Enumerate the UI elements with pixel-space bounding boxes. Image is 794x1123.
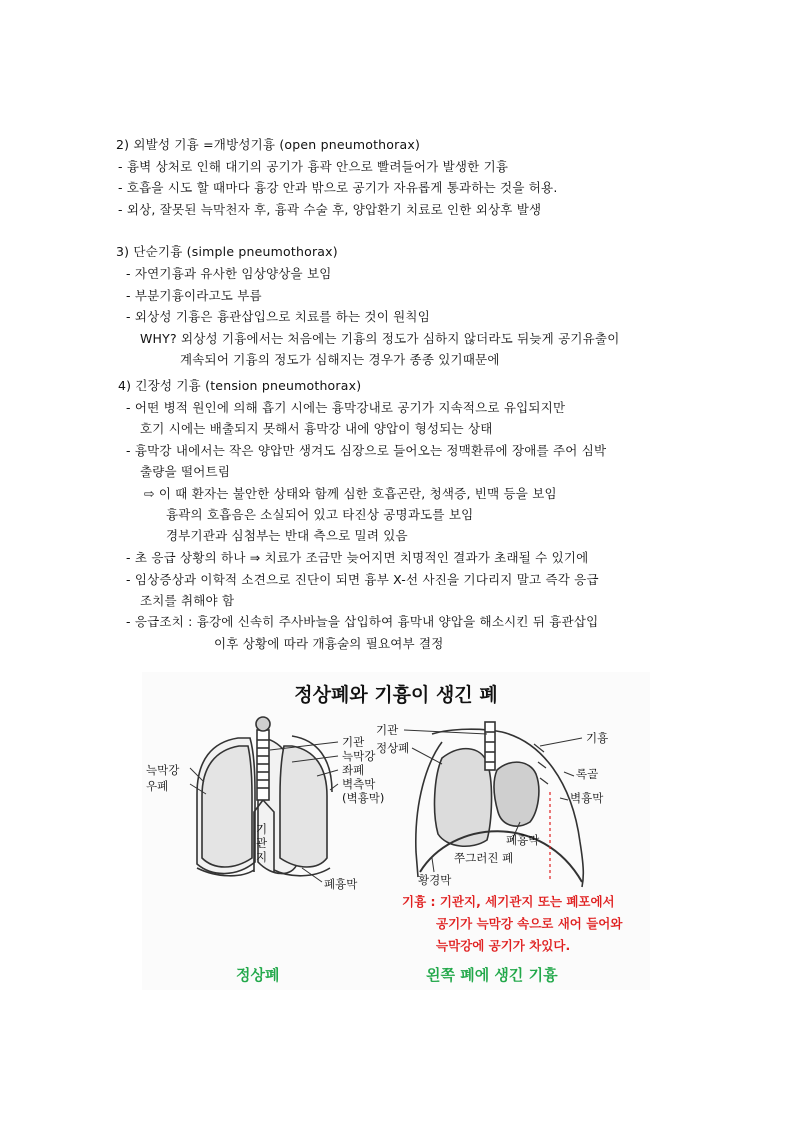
label-trachea-right: 기관 — [376, 723, 399, 737]
section-3-title: 3) 단순기흉 (simple pneumothorax) — [116, 244, 338, 259]
label-parietal-pleura-paren: (벽흉막) — [342, 791, 385, 805]
section-4-line-5: ⇨ 이 때 환자는 불안한 상태와 함께 심한 호흡곤란, 청색증, 빈맥 등을 보임 — [144, 486, 557, 501]
section-3-line-2: - 부분기흉이라고도 부름 — [126, 288, 262, 303]
section-2-line-3: - 외상, 잘못된 늑막천자 후, 흉곽 수술 후, 양압환기 치료로 인한 외상후 발생 — [118, 202, 542, 217]
caption-red-line-1: 기흉 : 기관지, 세기관지 또는 폐포에서 — [402, 894, 615, 909]
label-trachea-left: 기관 — [342, 735, 365, 749]
section-4-line-11: - 응급조치 : 흉강에 신속히 주사바늘을 삽입하여 흉막내 양압을 해소시킨 뒤 흉관삽입 — [126, 614, 599, 629]
label-normal-lung: 정상폐 — [376, 741, 410, 755]
section-3-line-3: - 외상성 기흉은 흉관삽입으로 치료를 하는 것이 원칙임 — [126, 309, 430, 324]
label-collapsed-lung: 쭈그러진 폐 — [454, 851, 514, 865]
label-pleural-cavity: 늑막강 — [146, 763, 180, 777]
lung-figure — [142, 672, 650, 990]
section-4-title: 4) 긴장성 기흉 (tension pneumothorax) — [118, 378, 362, 393]
section-4-line-2: 호기 시에는 배출되지 못해서 흉막강 내에 양압이 형성되는 상태 — [140, 421, 493, 436]
section-2-title: 2) 외발성 기흉 =개방성기흉 (open pneumothorax) — [116, 137, 421, 152]
section-4-line-4: 출량을 떨어트림 — [140, 464, 231, 479]
caption-normal-lung: 정상폐 — [236, 966, 280, 984]
label-rib: 록골 — [576, 767, 599, 781]
section-4-line-3: - 흉막강 내에서는 작은 양압만 생겨도 심장으로 들어오는 정맥환류에 장애를 주어 심박 — [126, 443, 607, 458]
section-4-line-10: 조치를 취해야 함 — [140, 593, 235, 608]
label-bronchus: 기관지 — [256, 822, 268, 864]
label-visceral-pleura: 늑막강 — [342, 749, 376, 763]
section-4-line-12: 이후 상황에 따라 개흉술의 필요여부 결정 — [214, 636, 444, 651]
section-3-line-4: WHY? 외상성 기흉에서는 처음에는 기흉의 정도가 심하지 않더라도 뒤늦게 공기유출이 — [140, 331, 620, 346]
section-2-line-2: - 호흡을 시도 할 때마다 흉강 안과 밖으로 공기가 자유롭게 통과하는 것을 허용. — [118, 180, 558, 195]
label-left-lung: 좌폐 — [342, 763, 365, 777]
label-pneumothorax: 기흉 — [586, 731, 609, 745]
section-4-line-9: - 임상증상과 이학적 소견으로 진단이 되면 흉부 X-선 사진을 기다리지 말고 즉각 응급 — [126, 572, 599, 587]
label-pulmonary-pleura-left: 폐흉막 — [324, 877, 358, 891]
section-4-line-1: - 어떤 병적 원인에 의해 흡기 시에는 흉막강내로 공기가 지속적으로 유입되지만 — [126, 400, 566, 415]
label-pulmonary-pleura-right: 폐흉막 — [506, 833, 540, 847]
section-4-line-6: 흉곽의 호흡음은 소실되어 있고 타진상 공명과도를 보임 — [166, 507, 474, 522]
label-parietal-pleura: 벽측막 — [342, 777, 376, 791]
section-2-line-1: - 흉벽 상처로 인해 대기의 공기가 흉곽 안으로 빨려들어가 발생한 기흉 — [118, 159, 509, 174]
label-parietal-pleura-right: 벽흉막 — [570, 791, 604, 805]
caption-red-line-2: 공기가 늑막강 속으로 새어 들어와 — [436, 916, 623, 931]
lung-illustration — [142, 672, 650, 990]
figure-title: 정상폐와 기흉이 생긴 폐 — [294, 684, 498, 706]
section-3-line-1: - 자연기흉과 유사한 임상양상을 보임 — [126, 266, 332, 281]
caption-red-line-3: 늑막강에 공기가 차있다. — [436, 938, 571, 953]
label-diaphragm: 황경막 — [418, 873, 452, 887]
section-4-line-7: 경부기관과 심첨부는 반대 측으로 밀려 있음 — [166, 528, 408, 543]
section-4-line-8: - 초 응급 상황의 하나 ⇒ 치료가 조금만 늦어지면 치명적인 결과가 초래될 수 있기에 — [126, 550, 589, 565]
section-3-line-5: 계속되어 기흉의 정도가 심해지는 경우가 종종 있기때문에 — [180, 352, 500, 367]
label-right-lung: 우폐 — [146, 779, 169, 793]
caption-pneumothorax: 왼쪽 폐에 생긴 기흉 — [426, 966, 558, 984]
